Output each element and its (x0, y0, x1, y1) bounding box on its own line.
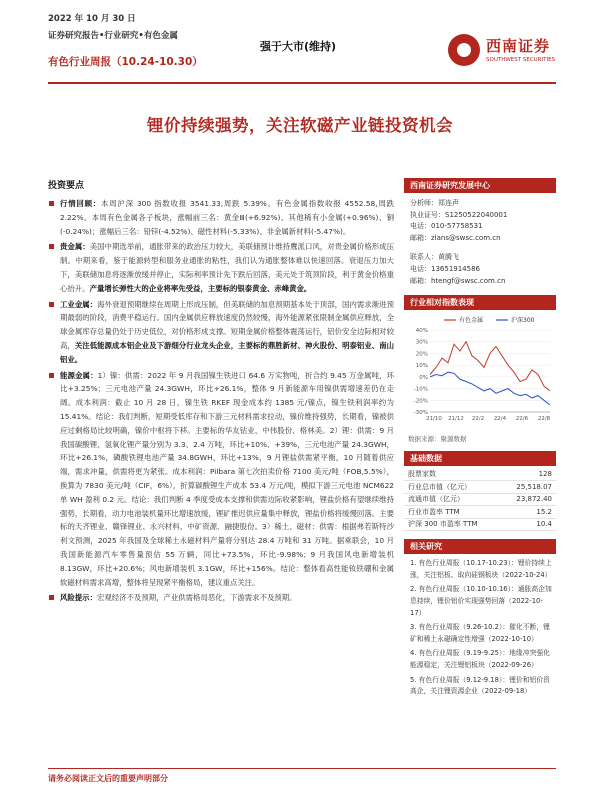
footer-disclaimer: 请务必阅读正文后的重要声明部分 (48, 774, 168, 783)
x-tick-label: 22/8 (537, 416, 551, 423)
related-report-link[interactable]: 1. 有色行业周报（10.17-10.23）：锂价持续上涨，关注铝板、取向硅钢板块（2022-10-24） (410, 559, 552, 579)
y-tick-label: -20% (413, 398, 428, 405)
y-tick-label: 0% (419, 375, 428, 382)
related-report-link[interactable]: 4. 有色行业周报（9.19-9.25）：地缘冲突强化能源稳定，关注锂铝板块（2022-09-26） (410, 649, 550, 669)
analyst-name: 郑连声 (438, 199, 459, 207)
contact-role: 联系人： (410, 253, 438, 262)
x-tick-label: 21/12 (448, 416, 464, 423)
y-tick-label: 20% (415, 351, 428, 358)
contact-phone: 13651914586 (431, 264, 480, 273)
related-research-title: 相关研究 (404, 539, 556, 554)
report-series: 证券研究报告•行业研究•有色金属 (48, 31, 178, 41)
bullet-text: 宏观经济不及预期，产业供需格局恶化，下游需求不及预期。 (96, 593, 297, 603)
logo-mark-icon (448, 34, 480, 66)
key-data-row (404, 506, 556, 519)
phone-label: 电话： (410, 264, 431, 273)
analyst-info (404, 193, 556, 287)
key-data-value: 25,518.07 (501, 481, 556, 494)
bullet-text: 美国中期选举前，通胀带来的政治压力较大，美联储预计维持鹰派口风，对贵金属价格形成压制。中期来看，鉴于能源转型和服务业通胀的粘性，我们认为通胀整体难以快速回落。衰退压力加大下，美联储加息将逐渐放缓并停止，实际利率预计先下跌后回落，美元处于筑顶阶段，利于黄金价格重心抬升。 (60, 242, 394, 293)
key-data-label: 沪深 300 市盈率 TTM (404, 518, 501, 531)
analyst-cert: S1250522040001 (445, 210, 508, 219)
sidebar (404, 178, 556, 701)
relative-index-chart (404, 312, 556, 432)
bullet-text: 1）镍：供需：2022 年 9 月我国镍生铁进口 64.6 万实物吨，折合约 9.45 万金属吨，环比+3.25%；三元电池产量 24.3GWH，环比+26.1%，整体 9 月新能源车用镍供需增速差仍在走阔。成本利润：截止 10 月 28 日，镍生铁 RKEF 现金成本约 1385 元/镍点，镍生铁利润率约为 15.41%。结论：我们判断，短期受低库存和下游三元材料需求拉动，镍价维持强势，长期看，镍被供应过剩格局比较明确，镍价中枢将下移。主要标的华友钴业、中伟股份、格林美。2）锂：供需：9 月我国碳酸锂、氢氧化锂产量分别为 3.3、2.4 万吨，环比+10%、+39%，三元电池产量 24.3GWH，环比+26.1%，磷酸铁锂电池产量 34.8GWH，环比+13%，9 月锂盐供需紧平衡，10 月随着供应端，需求冲量，供需将更为紧张。成本利润：Pilbara 第七次拍卖价格 7100 美元/吨（FOB,5.5%），换算为 7830 美元/吨（CIF，6%），折算碳酸锂生产成本 53.4 万元/吨，模拟下游三元电池 NCM622 单 WH 盈利 0.2 元。结论：我们判断 4 季度受成本支撑和供需边际收紧影响，锂盐价格有望继续维持强势，长期看，动力电池装机量环比增速放缓，锂矿推迟供应量集中释放，锂盐价格将缓慢回落。主要标的天齐锂业、赣锋锂业、永兴材料、中矿资源、融捷股份。3）稀土、磁材：供需：根据弗若斯特沙利文预测，2025 年我国及全球稀土永磁材料产量将分别达 28.4 万吨和 31 万吨。据乘联会，10 月我国新能源汽车零售量预估 55 万辆，同比+73.5%，环比-9.98%；9 月我国风电新增装机 8.13GW，环比+20.6%；风电新增装机 3.1GW，环比+156%。结论：整体看高性能钕铁硼和金属软磁材料需求高增，整体将呈现紧平衡格局，建议重点关注。 (60, 370, 394, 587)
bullet-precious-metals (48, 240, 394, 295)
bullet-industrial-metals (48, 298, 394, 367)
related-report-link[interactable]: 3. 有色行业周报（9.26-10.2）：催化不断，锂矿和稀土永磁确定性增强（2022-10-10） (410, 623, 550, 643)
cert-label: 执业证号： (410, 210, 445, 219)
y-tick-label: 10% (415, 363, 428, 370)
key-data-value: 128 (501, 468, 556, 481)
key-data-label: 行业市盈率 TTM (404, 506, 501, 519)
analyst-phone: 010-57758531 (431, 222, 483, 231)
report-weekly-label: 有色行业周报（10.24-10.30） (48, 56, 203, 68)
series-line-nonferrous (430, 342, 550, 391)
key-data-row (404, 468, 556, 481)
industry-rating: 强于大市(维持) (260, 40, 337, 53)
legend-label: 沪深300 (511, 317, 535, 325)
chart-source: 数据来源：聚源数据 (408, 435, 467, 444)
legend-label: 有色金属 (459, 317, 484, 325)
footer-divider (48, 768, 556, 769)
key-data-table (404, 468, 556, 531)
investment-highlights (48, 178, 394, 607)
key-data-row (404, 518, 556, 531)
report-title: 锂价持续强势，关注软磁产业链投资机会 (147, 116, 453, 135)
related-report-link[interactable]: 2. 有色行业周报（10.10-10.16）：通胀高企加息持续，锂价铝价实现强势回落（2022-10-17） (410, 585, 552, 617)
key-data-label: 行业总市值（亿元） (404, 481, 501, 494)
x-tick-label: 22/2 (471, 416, 485, 423)
bullet-text: 本周沪深 300 指数收报 3541.33,周跌 5.39%。有色金属指数收报 4552.58,周跌 2.22%。本周有色金属各子板块，涨幅前三名：黄金Ⅲ(+6.92%)、其他稀有小金属(+0.96%)、铜(-0.24%)；涨幅后三名：铅锌(-4.52%)、磁性材料(-5.33%)、非金属新材料(-5.47%)。 (60, 199, 394, 236)
bullet-lead: 工业金属： (60, 299, 98, 309)
key-data-value: 10.4 (501, 518, 556, 531)
key-data-label: 股票家数 (404, 468, 501, 481)
analyst-role: 分析师： (410, 199, 438, 207)
relative-index-svg (404, 312, 556, 432)
y-tick-label: -10% (413, 386, 428, 393)
bullet-lead: 行情回顾： (60, 199, 101, 208)
x-tick-label: 21/10 (426, 416, 442, 423)
y-tick-label: 40% (415, 328, 428, 335)
y-tick-label: -30% (413, 410, 428, 417)
key-data-value: 15.2 (501, 506, 556, 519)
y-tick-label: 30% (415, 339, 428, 346)
contact-name: 黄腾飞 (438, 253, 459, 262)
highlights-heading: 投资要点 (48, 181, 85, 191)
logo-english: SOUTHWEST SECURITIES (486, 57, 556, 63)
key-data-row (404, 481, 556, 494)
related-report-link[interactable]: 5. 有色行业周报（9.12-9.18）：锂价和铝价资高企，关注锂资源企业（2022-09-18） (410, 675, 550, 696)
email-label: 邮箱： (410, 276, 431, 285)
contact-email[interactable]: htengf@swsc.com.cn (431, 276, 506, 285)
bullet-market-review (48, 197, 394, 238)
header-divider (48, 82, 556, 84)
chart-title: 行业相对指数表现 (404, 295, 556, 310)
bullet-conclusion: 产量增长弹性大的企业将率先受益，主要标的银泰黄金、赤峰黄金。 (89, 283, 312, 293)
x-tick-label: 22/6 (515, 416, 529, 423)
broker-logo (448, 30, 578, 72)
bullet-energy-metals (48, 369, 394, 590)
bullet-text: 海外衰退预期继续在周期上形成压制，但美联储的加息预期基本处于顶部，国内需求渐进预期最弱的阶段，消费平稳运行。国内金属供应释放速度仍然较慢，海外能源紧张限制金属供应释放，全球金属库存总量仍处于历史低位，对价格形成支撑。短期金属价格整体震荡运行，铝价安全边际相对较高， (60, 299, 394, 350)
report-date: 2022 年 10 月 30 日 (48, 14, 136, 24)
bullet-lead: 贵金属： (60, 242, 90, 252)
key-data-label: 流通市值（亿元） (404, 493, 501, 506)
key-data-row (404, 493, 556, 506)
key-data-value: 23,872.40 (501, 493, 556, 506)
logo-name: 西南证券 (486, 37, 551, 55)
report-header (48, 12, 558, 82)
bullet-conclusion: 关注低能源成本铝企业及下游细分行业龙头企业，主要标的鼎胜新材、神火股份、明泰铝业、南山铝业。 (60, 340, 394, 364)
related-research-list (404, 554, 556, 698)
x-tick-label: 22/4 (493, 416, 507, 423)
bullet-lead: 风险提示： (60, 593, 97, 603)
analyst-email[interactable]: zlans@swsc.com.cn (431, 233, 501, 242)
team-title: 西南证券研究发展中心 (404, 178, 556, 193)
key-data-title: 基础数据 (404, 451, 556, 466)
email-label: 邮箱： (410, 233, 431, 242)
phone-label: 电话： (410, 222, 431, 231)
bullet-risk-warning (48, 591, 394, 605)
bullet-lead: 能源金属： (60, 370, 98, 380)
